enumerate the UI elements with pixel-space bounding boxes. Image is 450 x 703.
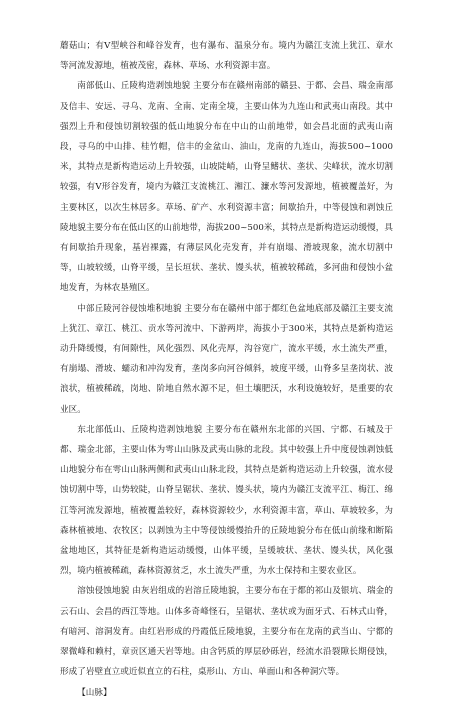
paragraph-northeast-low-mountain-hills: 东北部低山、丘陵构造剥蚀地貌 主要分布在赣州东北部的兴国、宁都、石城及于都、瑞金北部，主要山体为雩山山脉及武夷山脉的北段。其中较强上升中度侵蚀剥蚀低山地貌分布在雩山山脉两侧和武夷山山脉北段，其特点是新构造运动上升较强，流水侵蚀切割中等，山势较陡，山脊呈锯状、垄状、馒头状，境内为赣江支流平江、梅江、绵江等河流发源地，植被覆盖较好，森林资源较少，水利资源丰富，草山、草坡较多，为森林植被地、农牧区；以剥蚀为主中等侵蚀缓慢抬升的丘陵地貌分布在低山前缘和断陷盆地地区，其特征是新构造运动缓慢，山体平缓，呈缓坡状、垄状、馒头状，风化强烈，境内植被稀疏，森林资源贫乏，水土流失严重，为水土保持和主要农业区。: [60, 424, 393, 577]
paragraph-south-low-mountain-hills: 南部低山、丘陵构造剥蚀地貌 主要分布在赣州南部的赣县、于都、会昌、瑞金南部及信丰、安远、寻乌、龙南、全南、定南全境，主要山体为九连山和武夷山南段。其中强烈上升和侵蚀切割较强的低山地貌分布在中山的山前地带，如会昌北面的武夷山南段，寻乌的中山排、桂竹帽，信丰的金盆山、油山，龙南的九连山，海拔500~1000米，其特点是新构造运动上升较强，山坡陡峭，山脊呈鳍状、垄状、尖峰状，流水切割较强，有V形谷发育，境内为赣江支流桃江、湘江、濂水等河发源地，植被覆盖好，为主要林区，以次生林居多。草场、矿产、水利资源丰富；间歇抬升，中等侵蚀和剥蚀丘陵地貌主要分布在低山区的山前地带，海拔200~500米，其特点是新构造运动缓慢，具有间歇抬升现象，基岩裸露，有薄层风化壳发育，并有崩塌、滑坡现象，流水切割中等，山坡较缓，山脊平缓，呈长垣状、垄状、馒头状，植被较稀疏，多河曲和侵蚀小盆地发育，为林农垦殖区。: [60, 81, 394, 294]
paragraph-mushroom-mountain: 蘑菇山；有V型峡谷和峰谷发育，也有瀑布、温泉分布。境内为赣江支流上犹江、章水等河流发源地，植被茂密，森林、草场、水利资源丰富。: [60, 41, 393, 72]
paragraph-central-hills-valleys: 中部丘陵河谷侵蚀堆积地貌 主要分布在赣州中部于都红色盆地底部及赣江主要支流上犹江、章江、桃江、贡水等河流中、下游两岸，海拔小于300米，其特点是新构造运动升降缓慢，有间隙性，风化强烈、风化壳厚，沟谷宽广，流水平缓，水土流失严重，有崩塌、滑坡、蠕动和冲沟发育，垄岗多向河谷倾斜，坡度平缓，山脊多呈垄岗状、波浪状，植被稀疏，岗地、阶地自然水源不足，但土壤肥沃，水利设施较好，是重要的农业区。: [60, 303, 393, 415]
section-heading-mountains: 【山脉】: [77, 687, 112, 698]
paragraph-karst-landform: 溶蚀侵蚀地貌 由灰岩组成的岩溶丘陵地貌，主要分布在于都的祁山及银坑、瑞金的云石山、会昌的西江等地。山体多奇峰怪石，呈锯状、垄状或为面牙式、石林式山脊，有暗河、溶洞发育。由红岩形成的丹霞低丘陵地貌，主要分布在龙南的武当山、宁都的翠微峰和赖村，章贡区通天岩等地。由含钙质的厚层砂砾岩，经流水沿裂隙长期侵蚀，形成了岩壁直立或近似直立的石柱，桌形山、方山、单面山和各种洞穴等。: [60, 586, 393, 678]
